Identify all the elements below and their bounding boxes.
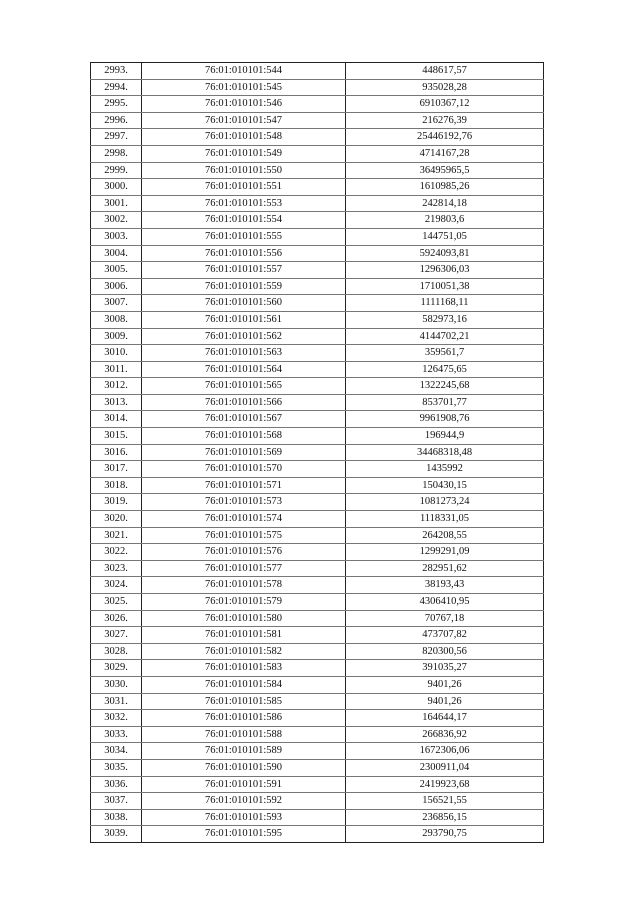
table-row	[91, 179, 544, 196]
row-number-cell: 3011.	[91, 361, 142, 378]
row-number-cell: 3036.	[91, 776, 142, 793]
table-row	[91, 311, 544, 328]
cadastral-value-cell: 293790,75	[346, 826, 544, 843]
table-row	[91, 96, 544, 113]
cadastral-number-cell: 76:01:010101:569	[142, 444, 346, 461]
cadastral-number-cell: 76:01:010101:553	[142, 195, 346, 212]
row-number-cell: 3038.	[91, 809, 142, 826]
cadastral-number-cell: 76:01:010101:580	[142, 610, 346, 627]
row-number-cell: 3027.	[91, 627, 142, 644]
cadastral-value-cell: 1296306,03	[346, 262, 544, 279]
cadastral-value-cell: 156521,55	[346, 793, 544, 810]
cadastral-value-cell: 144751,05	[346, 228, 544, 245]
row-number-cell: 3012.	[91, 378, 142, 395]
table-row	[91, 79, 544, 96]
row-number-cell: 3026.	[91, 610, 142, 627]
row-number-cell: 3004.	[91, 245, 142, 262]
cadastral-value-cell: 70767,18	[346, 610, 544, 627]
table-row	[91, 444, 544, 461]
table-row	[91, 594, 544, 611]
row-number-cell: 3028.	[91, 643, 142, 660]
row-number-cell: 3031.	[91, 693, 142, 710]
table-row	[91, 63, 544, 80]
cadastral-value-cell: 34468318,48	[346, 444, 544, 461]
table-row	[91, 328, 544, 345]
table-row	[91, 394, 544, 411]
row-number-cell: 2994.	[91, 79, 142, 96]
cadastral-number-cell: 76:01:010101:585	[142, 693, 346, 710]
row-number-cell: 3000.	[91, 179, 142, 196]
table-row	[91, 544, 544, 561]
table-row	[91, 145, 544, 162]
cadastral-number-cell: 76:01:010101:578	[142, 577, 346, 594]
cadastral-number-cell: 76:01:010101:591	[142, 776, 346, 793]
cadastral-number-cell: 76:01:010101:544	[142, 63, 346, 80]
cadastral-number-cell: 76:01:010101:576	[142, 544, 346, 561]
table-row	[91, 793, 544, 810]
row-number-cell: 3010.	[91, 345, 142, 362]
cadastral-value-cell: 38193,43	[346, 577, 544, 594]
cadastral-value-cell: 164644,17	[346, 710, 544, 727]
cadastral-number-cell: 76:01:010101:590	[142, 759, 346, 776]
row-number-cell: 3030.	[91, 676, 142, 693]
cadastral-number-cell: 76:01:010101:545	[142, 79, 346, 96]
cadastral-value-cell: 196944,9	[346, 428, 544, 445]
cadastral-value-cell: 1322245,68	[346, 378, 544, 395]
table-row	[91, 693, 544, 710]
row-number-cell: 3001.	[91, 195, 142, 212]
table-row	[91, 759, 544, 776]
cadastral-number-cell: 76:01:010101:582	[142, 643, 346, 660]
cadastral-number-cell: 76:01:010101:560	[142, 295, 346, 312]
row-number-cell: 3017.	[91, 461, 142, 478]
table-row	[91, 129, 544, 146]
table-row	[91, 710, 544, 727]
table-row	[91, 245, 544, 262]
table-row	[91, 776, 544, 793]
cadastral-number-cell: 76:01:010101:557	[142, 262, 346, 279]
cadastral-value-cell: 266836,92	[346, 726, 544, 743]
table-row	[91, 726, 544, 743]
cadastral-value-cell: 9961908,76	[346, 411, 544, 428]
table-row	[91, 411, 544, 428]
row-number-cell: 3020.	[91, 511, 142, 528]
row-number-cell: 2997.	[91, 129, 142, 146]
cadastral-value-cell: 582973,16	[346, 311, 544, 328]
table-row	[91, 477, 544, 494]
table-row	[91, 676, 544, 693]
cadastral-number-cell: 76:01:010101:586	[142, 710, 346, 727]
cadastral-value-cell: 2419923,68	[346, 776, 544, 793]
row-number-cell: 3035.	[91, 759, 142, 776]
cadastral-number-cell: 76:01:010101:551	[142, 179, 346, 196]
cadastral-number-cell: 76:01:010101:584	[142, 676, 346, 693]
table-row	[91, 378, 544, 395]
cadastral-value-cell: 820300,56	[346, 643, 544, 660]
cadastral-value-cell: 282951,62	[346, 560, 544, 577]
table-row	[91, 278, 544, 295]
row-number-cell: 3013.	[91, 394, 142, 411]
row-number-cell: 3005.	[91, 262, 142, 279]
row-number-cell: 2999.	[91, 162, 142, 179]
cadastral-value-cell: 236856,15	[346, 809, 544, 826]
row-number-cell: 3015.	[91, 428, 142, 445]
row-number-cell: 3033.	[91, 726, 142, 743]
cadastral-value-cell: 6910367,12	[346, 96, 544, 113]
table-body	[91, 63, 544, 843]
cadastral-value-cell: 219803,6	[346, 212, 544, 229]
table-row	[91, 826, 544, 843]
table-row	[91, 743, 544, 760]
cadastral-value-cell: 1710051,38	[346, 278, 544, 295]
cadastral-number-cell: 76:01:010101:574	[142, 511, 346, 528]
row-number-cell: 2995.	[91, 96, 142, 113]
table-row	[91, 345, 544, 362]
cadastral-number-cell: 76:01:010101:562	[142, 328, 346, 345]
cadastral-number-cell: 76:01:010101:564	[142, 361, 346, 378]
row-number-cell: 3008.	[91, 311, 142, 328]
cadastral-number-cell: 76:01:010101:577	[142, 560, 346, 577]
cadastral-value-cell: 1672306,06	[346, 743, 544, 760]
row-number-cell: 3022.	[91, 544, 142, 561]
cadastral-value-cell: 2300911,04	[346, 759, 544, 776]
cadastral-number-cell: 76:01:010101:593	[142, 809, 346, 826]
row-number-cell: 2998.	[91, 145, 142, 162]
table-row	[91, 627, 544, 644]
cadastral-number-cell: 76:01:010101:565	[142, 378, 346, 395]
cadastral-value-cell: 264208,55	[346, 527, 544, 544]
cadastral-value-cell: 150430,15	[346, 477, 544, 494]
cadastral-value-cell: 359561,7	[346, 345, 544, 362]
table-row	[91, 660, 544, 677]
cadastral-number-cell: 76:01:010101:563	[142, 345, 346, 362]
cadastral-number-cell: 76:01:010101:570	[142, 461, 346, 478]
row-number-cell: 3024.	[91, 577, 142, 594]
cadastral-value-cell: 1299291,09	[346, 544, 544, 561]
row-number-cell: 2993.	[91, 63, 142, 80]
cadastral-value-cell: 935028,28	[346, 79, 544, 96]
cadastral-value-cell: 5924093,81	[346, 245, 544, 262]
table-row	[91, 577, 544, 594]
row-number-cell: 3014.	[91, 411, 142, 428]
cadastral-value-cell: 4144702,21	[346, 328, 544, 345]
cadastral-number-cell: 76:01:010101:546	[142, 96, 346, 113]
cadastral-number-cell: 76:01:010101:588	[142, 726, 346, 743]
cadastral-value-cell: 36495965,5	[346, 162, 544, 179]
cadastral-value-cell: 1118331,05	[346, 511, 544, 528]
cadastral-number-cell: 76:01:010101:556	[142, 245, 346, 262]
row-number-cell: 3037.	[91, 793, 142, 810]
table-row	[91, 195, 544, 212]
row-number-cell: 3032.	[91, 710, 142, 727]
table-row	[91, 511, 544, 528]
cadastral-number-cell: 76:01:010101:549	[142, 145, 346, 162]
row-number-cell: 3003.	[91, 228, 142, 245]
cadastral-value-cell: 126475,65	[346, 361, 544, 378]
cadastral-number-cell: 76:01:010101:550	[142, 162, 346, 179]
cadastral-value-cell: 473707,82	[346, 627, 544, 644]
cadastral-number-cell: 76:01:010101:571	[142, 477, 346, 494]
cadastral-value-cell: 448617,57	[346, 63, 544, 80]
cadastral-value-cell: 853701,77	[346, 394, 544, 411]
cadastral-value-cell: 1111168,11	[346, 295, 544, 312]
cadastral-value-cell: 1081273,24	[346, 494, 544, 511]
cadastral-value-cell: 216276,39	[346, 112, 544, 129]
table-row	[91, 610, 544, 627]
cadastral-number-cell: 76:01:010101:595	[142, 826, 346, 843]
cadastral-number-cell: 76:01:010101:579	[142, 594, 346, 611]
cadastral-value-cell: 4306410,95	[346, 594, 544, 611]
cadastral-number-cell: 76:01:010101:589	[142, 743, 346, 760]
row-number-cell: 3025.	[91, 594, 142, 611]
cadastral-number-cell: 76:01:010101:568	[142, 428, 346, 445]
row-number-cell: 3019.	[91, 494, 142, 511]
table-row	[91, 643, 544, 660]
row-number-cell: 3029.	[91, 660, 142, 677]
cadastral-number-cell: 76:01:010101:583	[142, 660, 346, 677]
cadastral-number-cell: 76:01:010101:566	[142, 394, 346, 411]
cadastral-value-cell: 25446192,76	[346, 129, 544, 146]
cadastral-number-cell: 76:01:010101:548	[142, 129, 346, 146]
cadastral-value-cell: 9401,26	[346, 676, 544, 693]
table-row	[91, 295, 544, 312]
table-row	[91, 228, 544, 245]
cadastral-number-cell: 76:01:010101:554	[142, 212, 346, 229]
cadastral-number-cell: 76:01:010101:547	[142, 112, 346, 129]
table-row	[91, 461, 544, 478]
cadastral-value-cell: 1610985,26	[346, 179, 544, 196]
row-number-cell: 3023.	[91, 560, 142, 577]
cadastral-value-cell: 1435992	[346, 461, 544, 478]
table-row	[91, 560, 544, 577]
cadastral-value-cell: 242814,18	[346, 195, 544, 212]
row-number-cell: 2996.	[91, 112, 142, 129]
table-row	[91, 162, 544, 179]
table-row	[91, 262, 544, 279]
cadastral-number-cell: 76:01:010101:555	[142, 228, 346, 245]
table-row	[91, 494, 544, 511]
table-row	[91, 809, 544, 826]
table-row	[91, 212, 544, 229]
row-number-cell: 3016.	[91, 444, 142, 461]
row-number-cell: 3002.	[91, 212, 142, 229]
cadastral-value-table	[90, 62, 544, 843]
table-row	[91, 112, 544, 129]
table-row	[91, 527, 544, 544]
table-row	[91, 428, 544, 445]
cadastral-number-cell: 76:01:010101:559	[142, 278, 346, 295]
row-number-cell: 3039.	[91, 826, 142, 843]
cadastral-number-cell: 76:01:010101:581	[142, 627, 346, 644]
row-number-cell: 3007.	[91, 295, 142, 312]
row-number-cell: 3018.	[91, 477, 142, 494]
table-row	[91, 361, 544, 378]
row-number-cell: 3009.	[91, 328, 142, 345]
row-number-cell: 3034.	[91, 743, 142, 760]
cadastral-value-cell: 4714167,28	[346, 145, 544, 162]
cadastral-value-cell: 391035,27	[346, 660, 544, 677]
cadastral-number-cell: 76:01:010101:561	[142, 311, 346, 328]
row-number-cell: 3006.	[91, 278, 142, 295]
cadastral-number-cell: 76:01:010101:573	[142, 494, 346, 511]
row-number-cell: 3021.	[91, 527, 142, 544]
cadastral-number-cell: 76:01:010101:567	[142, 411, 346, 428]
cadastral-number-cell: 76:01:010101:592	[142, 793, 346, 810]
cadastral-value-cell: 9401,26	[346, 693, 544, 710]
cadastral-number-cell: 76:01:010101:575	[142, 527, 346, 544]
